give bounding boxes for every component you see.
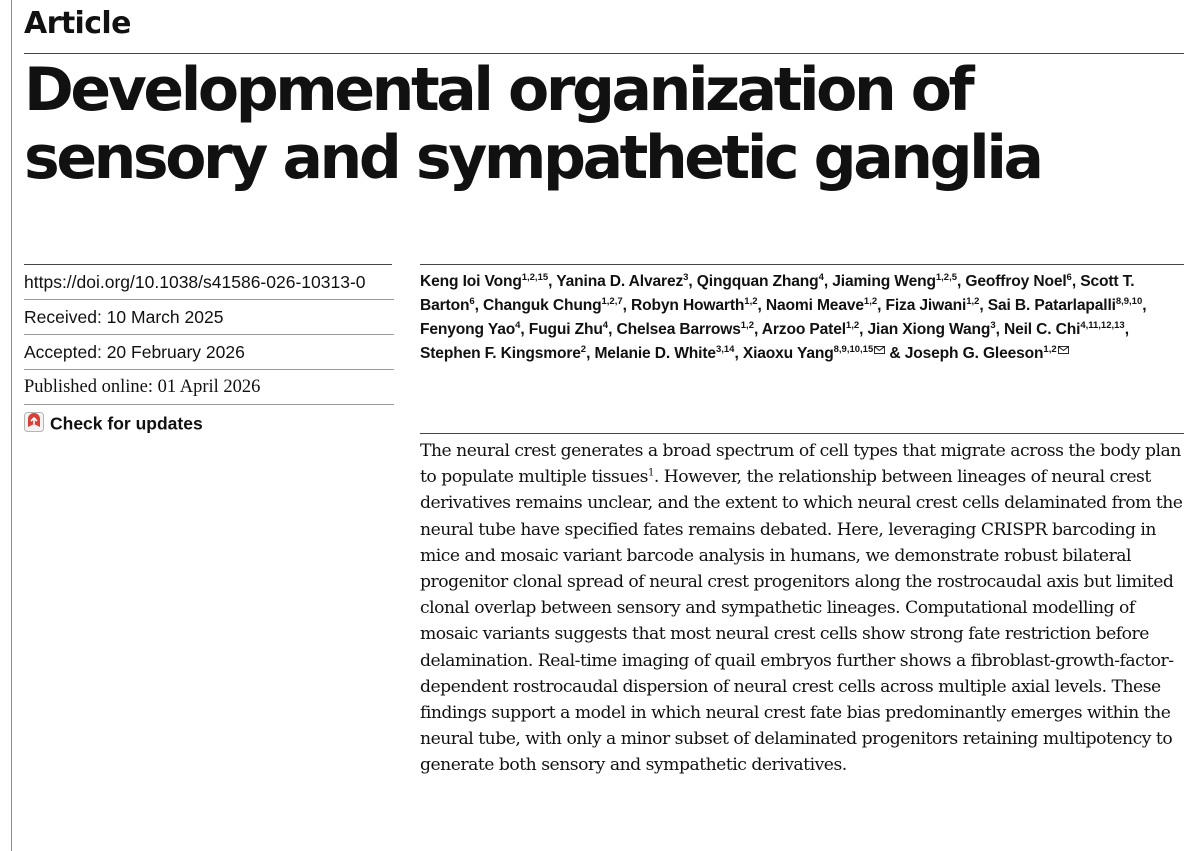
author-affiliations: 4	[818, 271, 824, 283]
author-affiliations: 1,2	[744, 295, 758, 307]
author-affiliations: 1,2	[966, 295, 980, 307]
author-list	[420, 270, 1190, 366]
author-separator: ,	[979, 297, 988, 314]
received-date: Received: 10 March 2025	[24, 300, 394, 335]
author[interactable]	[529, 321, 608, 338]
author-name: Changuk Chung	[483, 297, 602, 314]
author-name: Stephen F. Kingsmore	[420, 345, 581, 362]
author-affiliations: 3,14	[715, 343, 735, 355]
author-affiliations: 8,9,10	[1115, 295, 1143, 307]
abstract-text-2: . However, the relationship between lineages of neural crest derivatives remains unclear, and the extent to which neural crest cells delaminated from the neural tube have specified fates remains debated. Here, leveraging CRISPR barcoding in mice and mosaic variant barcode analysis in humans, we demonstrate robust bilateral progenitor clonal spread of neural crest progenitors along the rostrocaudal axis but limited clonal overlap between sensory and sympathetic lineages. Computational modelling of mosaic variants suggests that most neural crest cells show strong fate restriction before delamination. Real-time imaging of quail embryos further shows a fibroblast-growth-factor-dependent rostrocaudal dispersion of neural crest cells across multiple axial levels. These findings support a model in which neural crest fate bias predominantly emerges within the neural tube, with only a minor subset of delaminated progenitors retaining multipotency to generate both sensory and sympathetic derivatives.	[420, 467, 1183, 776]
left-margin-rule	[11, 0, 12, 851]
author[interactable]	[762, 321, 859, 338]
author-affiliations: 3	[683, 271, 689, 283]
author-affiliations: 1,2,7	[601, 295, 623, 307]
author-separator: ,	[608, 321, 617, 338]
reference-superscript[interactable]: 1	[647, 467, 654, 479]
author[interactable]	[631, 297, 758, 314]
author-separator: ,	[753, 321, 762, 338]
accepted-date: Accepted: 20 February 2026	[24, 335, 394, 370]
author-separator: ,	[548, 273, 557, 290]
author-name: Chelsea Barrows	[616, 321, 741, 338]
author-affiliations: 4,11,12,13	[1080, 319, 1125, 331]
author-affiliations: 2	[580, 343, 587, 355]
author[interactable]	[616, 321, 754, 338]
author-affiliations: 1,2	[845, 319, 860, 331]
author[interactable]	[556, 273, 688, 290]
author-name: Xiaoxu Yang	[742, 345, 834, 362]
author[interactable]	[988, 297, 1142, 314]
author-name: Sai B. Patarlapalli	[987, 297, 1116, 314]
authors-rule	[420, 264, 1184, 265]
author-name: Qingquan Zhang	[696, 273, 819, 290]
author-name: Fugui Zhu	[528, 321, 603, 338]
author[interactable]	[743, 345, 885, 362]
article-title: Developmental organization of sensory and sympathetic ganglia	[24, 55, 1041, 193]
author-affiliations: 8,9,10,15	[833, 343, 874, 355]
check-for-updates-button[interactable]	[24, 405, 394, 439]
author-separator: ,	[995, 321, 1004, 338]
author-separator: ,	[520, 321, 529, 338]
abstract-text-1: The neural crest generates a broad spectrum of cell types that migrate across the body plan to populate multiple tissues	[420, 441, 1181, 488]
check-for-updates-label: Check for updates	[50, 413, 203, 434]
author-name: Yanina D. Alvarez	[556, 273, 684, 290]
author-separator: ,	[859, 321, 868, 338]
author-affiliations: 4	[602, 319, 609, 331]
author-separator: &	[885, 345, 905, 362]
author-separator: ,	[734, 345, 743, 362]
author-name: Geoffroy Noel	[965, 273, 1067, 290]
author-separator: ,	[823, 273, 833, 290]
abstract-rule	[420, 433, 1184, 434]
published-date: Published online: 01 April 2026	[24, 370, 394, 405]
author-name: Joseph G. Gleeson	[904, 345, 1044, 362]
author-separator: ,	[757, 297, 766, 314]
author[interactable]	[420, 345, 586, 362]
author[interactable]	[1004, 321, 1125, 338]
author-name: Fenyong Yao	[420, 321, 516, 338]
author-name: Neil C. Chi	[1003, 321, 1081, 338]
envelope-icon[interactable]	[874, 346, 885, 354]
author-affiliations: 1,2,15	[521, 271, 549, 283]
author-affiliations: 1,2	[863, 295, 878, 307]
author-separator: ,	[1124, 321, 1129, 338]
envelope-icon[interactable]	[1058, 346, 1069, 354]
author[interactable]	[483, 297, 623, 314]
author[interactable]	[420, 321, 520, 338]
author-name: Keng Ioi Vong	[420, 273, 522, 290]
author-name: Jian Xiong Wang	[867, 321, 991, 338]
author[interactable]	[868, 321, 996, 338]
author-separator: ,	[586, 345, 595, 362]
author-separator: ,	[474, 297, 484, 314]
author-name: Fiza Jiwani	[885, 297, 967, 314]
author-affiliations: 1,2	[740, 319, 754, 331]
check-for-updates-icon	[24, 412, 44, 432]
author-affiliations: 6	[1066, 271, 1072, 283]
author-name: Melanie D. White	[594, 345, 716, 362]
author-name: Jiaming Weng	[832, 273, 936, 290]
author-affiliations: 1,2	[1043, 343, 1057, 355]
author-affiliations: 4	[515, 319, 521, 331]
article-metadata	[24, 264, 394, 439]
author-separator: ,	[1071, 273, 1081, 290]
author[interactable]	[420, 273, 548, 290]
author-name: Scott T. Barton	[420, 273, 1135, 314]
author-name: Arzoo Patel	[761, 321, 846, 338]
author-name: Robyn Howarth	[631, 297, 745, 314]
author-separator: ,	[1142, 297, 1147, 314]
author-affiliations: 1,2,5	[935, 271, 957, 283]
header-rule	[24, 53, 1184, 54]
author-separator: ,	[688, 273, 697, 290]
author[interactable]	[905, 345, 1069, 362]
author[interactable]	[886, 297, 980, 314]
author-affiliations: 6	[469, 295, 475, 307]
author[interactable]	[697, 273, 824, 290]
author-separator: ,	[957, 273, 966, 290]
author-separator: ,	[877, 297, 886, 314]
author[interactable]	[766, 297, 877, 314]
section-label: Article	[24, 6, 131, 41]
abstract	[420, 438, 1188, 779]
author[interactable]	[594, 345, 734, 362]
author-name: Naomi Meave	[765, 297, 864, 314]
author[interactable]	[965, 273, 1071, 290]
doi-link[interactable]: https://doi.org/10.1038/s41586-026-10313-0	[24, 265, 394, 300]
author[interactable]	[832, 273, 957, 290]
author-affiliations: 3	[990, 319, 996, 331]
author-separator: ,	[622, 297, 631, 314]
